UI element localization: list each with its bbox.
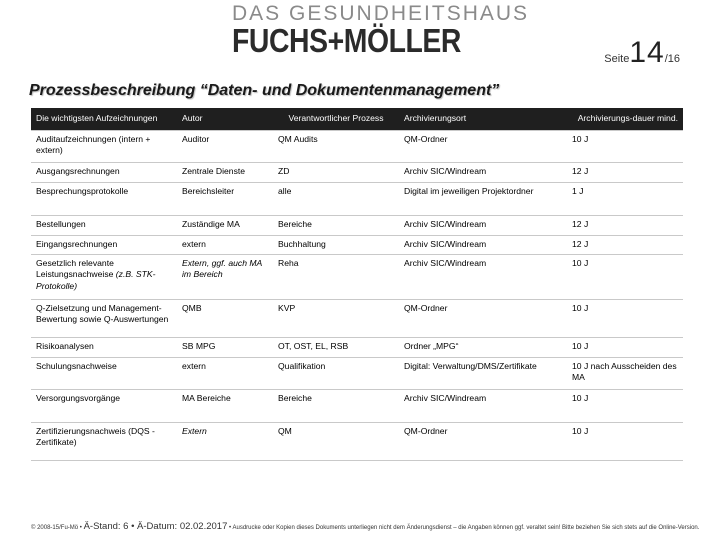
table-row [31, 357, 683, 389]
table-header-row [31, 108, 683, 130]
cell-archive: Archiv SIC/Windream [399, 235, 567, 254]
cell-process: Bereiche [273, 215, 399, 235]
footer-revision: Ä-Stand: 6 • Ä-Datum: 02.02.2017 [83, 521, 228, 532]
record-text: Gesetzlich relevante Leistungsnachweise (z.B. STK-Protokolle) [36, 257, 156, 291]
cell-record: Auditaufzeichnungen (intern + extern) [31, 130, 177, 162]
cell-author: extern [177, 235, 273, 254]
cell-record: Zertifizierungsnachweis (DQS -Zertifikate) [31, 422, 177, 460]
cell-author: extern [177, 357, 273, 389]
page-title: Prozessbeschreibung “Daten- und Dokumentenmanagement” [29, 82, 500, 99]
cell-record: Besprechungsprotokolle [31, 182, 177, 215]
cell-archive: QM-Ordner [399, 422, 567, 460]
cell-process: Bereiche [273, 389, 399, 422]
page-label: Seite [604, 53, 630, 65]
table-row [31, 215, 683, 235]
cell-record: Bestellungen [31, 215, 177, 235]
cell-archive: QM-Ordner [399, 130, 567, 162]
table-row [31, 254, 683, 299]
cell-retention: 12 J [567, 215, 683, 235]
cell-record: Ausgangsrechnungen [31, 162, 177, 182]
table-row [31, 130, 683, 162]
cell-process: Buchhaltung [273, 235, 399, 254]
header-retention: Archivierungs-dauer mind. [567, 108, 683, 130]
table-row [31, 162, 683, 182]
cell-process: ZD [273, 162, 399, 182]
page-current: 14 [629, 36, 665, 69]
cell-archive: QM-Ordner [399, 299, 567, 337]
cell-author: Zuständige MA [177, 215, 273, 235]
cell-process: Qualifikation [273, 357, 399, 389]
cell-archive: Archiv SIC/Windream [399, 215, 567, 235]
cell-retention: 1 J [567, 182, 683, 215]
cell-archive: Archiv SIC/Windream [399, 162, 567, 182]
cell-author: Auditor [177, 130, 273, 162]
cell-retention: 12 J [567, 235, 683, 254]
cell-author: Zentrale Dienste [177, 162, 273, 182]
logo-line-2: FUCHS+MÖLLER [232, 22, 461, 59]
company-logo [232, 2, 530, 62]
cell-process: Reha [273, 254, 399, 299]
cell-process: OT, OST, EL, RSB [273, 337, 399, 357]
cell-process: alle [273, 182, 399, 215]
cell-archive: Digital im jeweiligen Projektordner [399, 182, 567, 215]
header-archive-location: Archivierungsort [399, 108, 567, 130]
cell-record: Versorgungsvorgänge [31, 389, 177, 422]
header-process: Verantwortlicher Prozess [273, 108, 399, 130]
cell-archive: Ordner „MPG“ [399, 337, 567, 357]
table-row [31, 389, 683, 422]
cell-retention: 10 J nach Ausscheiden des MA [567, 357, 683, 389]
cell-record: Q-Zielsetzung und Management-Bewertung sowie Q-Auswertungen [31, 299, 177, 337]
cell-record: Schulungsnachweise [31, 357, 177, 389]
cell-retention: 10 J [567, 130, 683, 162]
table-row [31, 337, 683, 357]
footer-copyright: © 2008-15/Fu-Mö • [31, 525, 82, 531]
logo-line-1: DAS GESUNDHEITSHAUS [232, 2, 530, 25]
cell-author: Extern, ggf. auch MA im Bereich [177, 254, 273, 299]
cell-archive: Archiv SIC/Windream [399, 254, 567, 299]
table-row [31, 235, 683, 254]
cell-process: QM [273, 422, 399, 460]
page-total: /16 [664, 53, 680, 65]
cell-retention: 12 J [567, 162, 683, 182]
cell-author: QMB [177, 299, 273, 337]
cell-author: Extern [177, 422, 273, 460]
cell-author: Bereichsleiter [177, 182, 273, 215]
table-row [31, 422, 683, 460]
cell-author: SB MPG [177, 337, 273, 357]
cell-process: QM Audits [273, 130, 399, 162]
cell-archive: Digital: Verwaltung/DMS/Zertifikate [399, 357, 567, 389]
table-row [31, 182, 683, 215]
cell-retention: 10 J [567, 422, 683, 460]
cell-retention: 10 J [567, 299, 683, 337]
cell-record: Eingangsrechnungen [31, 235, 177, 254]
page-number [604, 36, 680, 70]
footer-note: • Ausdrucke oder Kopien dieses Dokuments unterliegen nicht dem Änderungsdienst – die Angaben können ggf. veraltet sein! Bitte beziehen Sie sich stets auf die Online-Version. [229, 525, 700, 531]
cell-author: MA Bereiche [177, 389, 273, 422]
header-records: Die wichtigsten Aufzeichnungen [31, 108, 177, 130]
records-table [31, 108, 683, 461]
cell-process: KVP [273, 299, 399, 337]
cell-retention: 10 J [567, 254, 683, 299]
cell-retention: 10 J [567, 389, 683, 422]
table-row [31, 299, 683, 337]
record-example: (z.B. STK-Protokolle) [36, 269, 156, 291]
cell-retention: 10 J [567, 337, 683, 357]
cell-record [31, 254, 177, 299]
page-footer [31, 521, 699, 532]
header-author: Autor [177, 108, 273, 130]
cell-archive: Archiv SIC/Windream [399, 389, 567, 422]
cell-record: Risikoanalysen [31, 337, 177, 357]
